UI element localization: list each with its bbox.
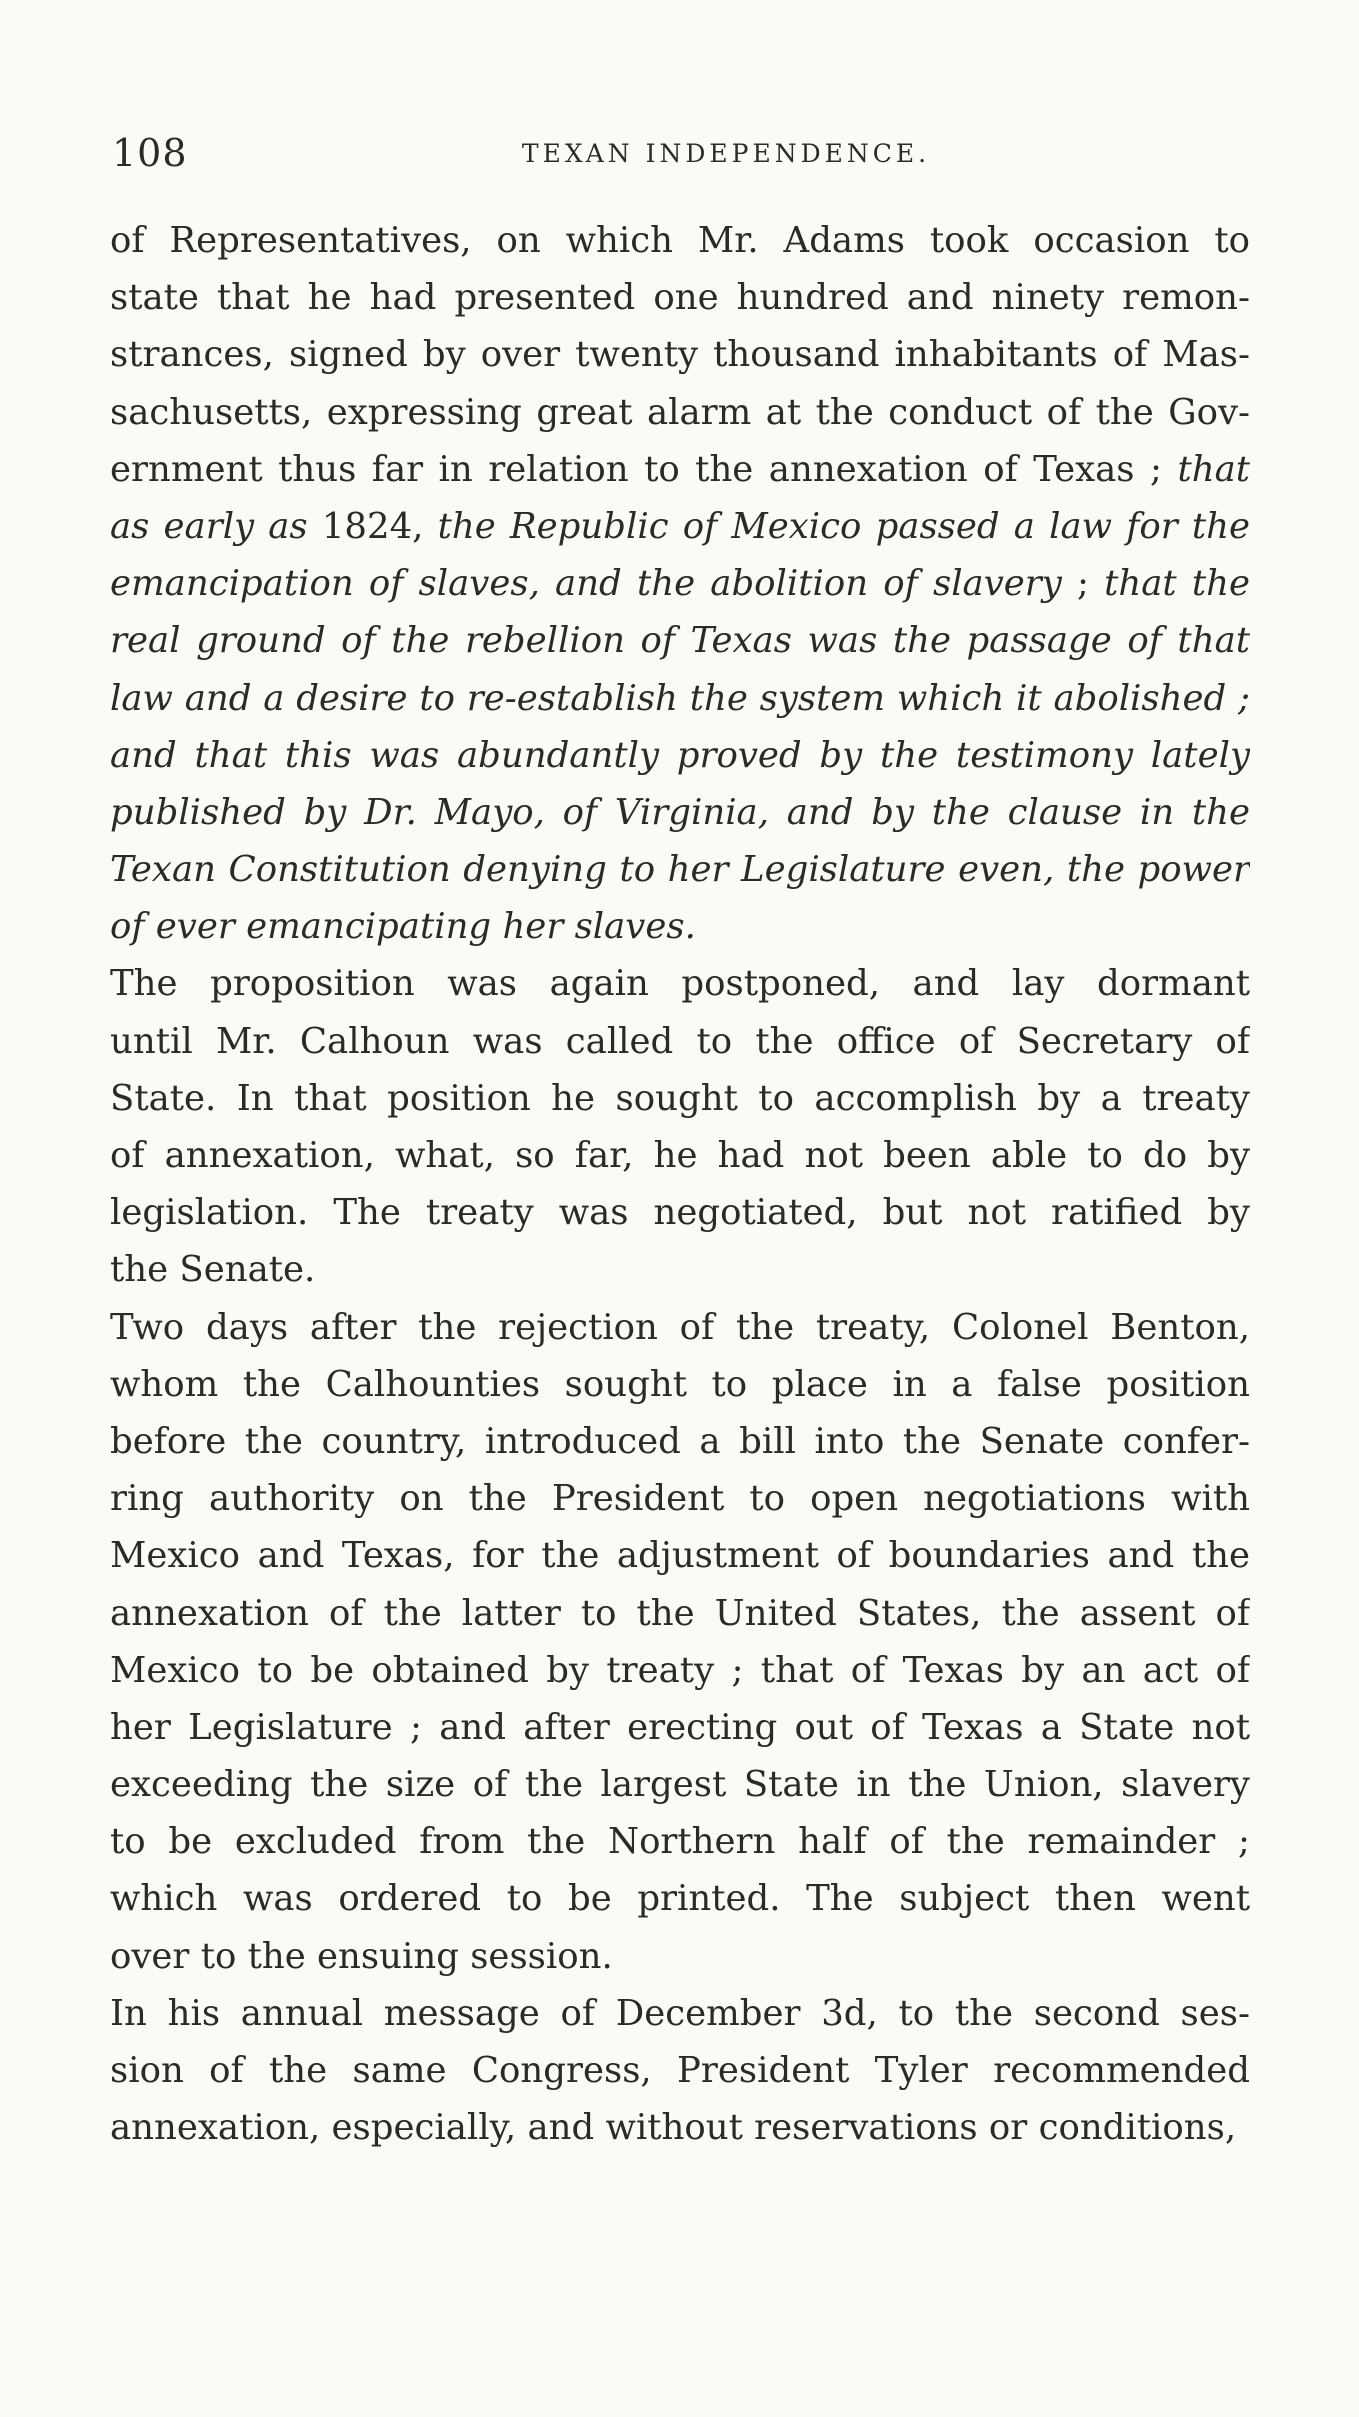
text-line (110, 384, 1250, 441)
page-header (112, 128, 1260, 178)
text-run: ring authority on the President to open negotiations with (110, 1478, 1250, 1520)
text-line (110, 955, 1250, 1012)
text-run: of annexation, what, so far, he had not been able to do by (110, 1135, 1250, 1176)
italic-run: that (1177, 448, 1250, 490)
body-text (110, 212, 1250, 2156)
text-run: The proposition was again postponed, and lay dormant (110, 963, 1250, 1005)
text-line (110, 1413, 1250, 1470)
text-run: sion of the same Congress, President Tyler recommended (110, 2050, 1250, 2091)
text-line (110, 326, 1250, 383)
text-line (110, 1985, 1250, 2042)
text-line (110, 1241, 1250, 1298)
text-run: her Legislature ; and after erecting out of Texas a State not (110, 1706, 1250, 1748)
text-line (110, 841, 1250, 898)
text-run: until Mr. Calhoun was called to the office of Secretary of (110, 1020, 1250, 1062)
paragraph (110, 955, 1250, 1298)
italic-run: published by Dr. Mayo, of Virginia, and by the clause in the (110, 791, 1250, 833)
text-run: to be excluded from the Northern half of the remainder ; (110, 1821, 1250, 1863)
text-line (110, 1470, 1250, 1527)
text-line (110, 1070, 1250, 1127)
italic-run: law and a desire to re-establish the system which it abolished ; (110, 677, 1250, 719)
text-line (110, 1127, 1250, 1184)
text-line (110, 898, 1250, 955)
text-line (110, 670, 1250, 727)
text-line (110, 212, 1250, 269)
text-run: whom the Calhounties sought to place in a false position (110, 1363, 1250, 1405)
text-line (110, 1356, 1250, 1413)
text-run: ernment thus far in relation to the annexation of Texas ; (110, 448, 1178, 490)
text-run: sachusetts, expressing great alarm at the conduct of the Gov- (110, 391, 1250, 433)
text-run: Two days after the rejection of the treaty, Colonel Benton, (110, 1306, 1250, 1348)
text-run: annexation, especially, and without reservations or conditions, (110, 2107, 1237, 2149)
text-run: State. In that position he sought to accomplish by a treaty (110, 1077, 1250, 1119)
text-run: exceeding the size of the largest State in the Union, slavery (110, 1764, 1250, 1806)
italic-run: as early as (110, 505, 322, 547)
text-line (110, 2099, 1250, 2156)
text-run: In his annual message of December 3d, to the second ses- (110, 1992, 1250, 2034)
text-line (110, 1756, 1250, 1813)
italic-run: Texan Constitution denying to her Legislature even, the power (110, 849, 1250, 891)
paragraph (110, 1299, 1250, 1985)
text-line (110, 1299, 1250, 1356)
italic-run: and that this was abundantly proved by the testimony lately (110, 734, 1250, 776)
text-run: Mexico to be obtained by treaty ; that of Texas by an act of (110, 1649, 1250, 1691)
text-line (110, 269, 1250, 326)
text-line (110, 1585, 1250, 1642)
text-line (110, 1870, 1250, 1927)
text-line (110, 1928, 1250, 1985)
text-line (110, 1527, 1250, 1584)
italic-run: emancipation of slaves, and the abolition of slavery (110, 563, 1062, 605)
text-line (110, 612, 1250, 669)
text-line (110, 555, 1250, 612)
italic-run: of ever emancipating her slaves. (110, 906, 696, 948)
running-head: TEXAN INDEPENDENCE. (521, 139, 931, 168)
text-run: the Senate. (110, 1249, 316, 1291)
text-run: 1824, (321, 505, 438, 547)
text-run: legislation. The treaty was negotiated, but not ratified by (110, 1192, 1250, 1234)
text-line (110, 2042, 1250, 2099)
text-line (110, 498, 1250, 555)
page-number: 108 (112, 131, 188, 175)
text-line (110, 1184, 1250, 1241)
text-line (110, 784, 1250, 841)
paragraph (110, 1985, 1250, 2157)
italic-run: the Republic of Mexico passed a law for the (437, 505, 1250, 547)
text-run: ; (1061, 563, 1105, 605)
text-run: before the country, introduced a bill into the Senate confer- (110, 1420, 1250, 1462)
paragraph (110, 212, 1250, 955)
text-run: Mexico and Texas, for the adjustment of boundaries and the (110, 1535, 1250, 1577)
text-run: annexation of the latter to the United States, the assent of (110, 1592, 1250, 1634)
text-run: over to the ensuing session. (110, 1935, 613, 1977)
italic-run: real ground of the rebellion of Texas was the passage of that (110, 620, 1250, 662)
text-line (110, 1699, 1250, 1756)
italic-run: that the (1104, 563, 1250, 605)
text-run: of Representatives, on which Mr. Adams took occasion to (110, 220, 1250, 261)
text-run: strances, signed by over twenty thousand inhabitants of Mas- (110, 334, 1250, 376)
text-run: state that he had presented one hundred and ninety remon- (110, 277, 1250, 319)
text-line (110, 727, 1250, 784)
text-run: which was ordered to be printed. The subject then went (110, 1878, 1250, 1920)
text-line (110, 1642, 1250, 1699)
text-line (110, 441, 1250, 498)
text-line (110, 1013, 1250, 1070)
text-line (110, 1813, 1250, 1870)
